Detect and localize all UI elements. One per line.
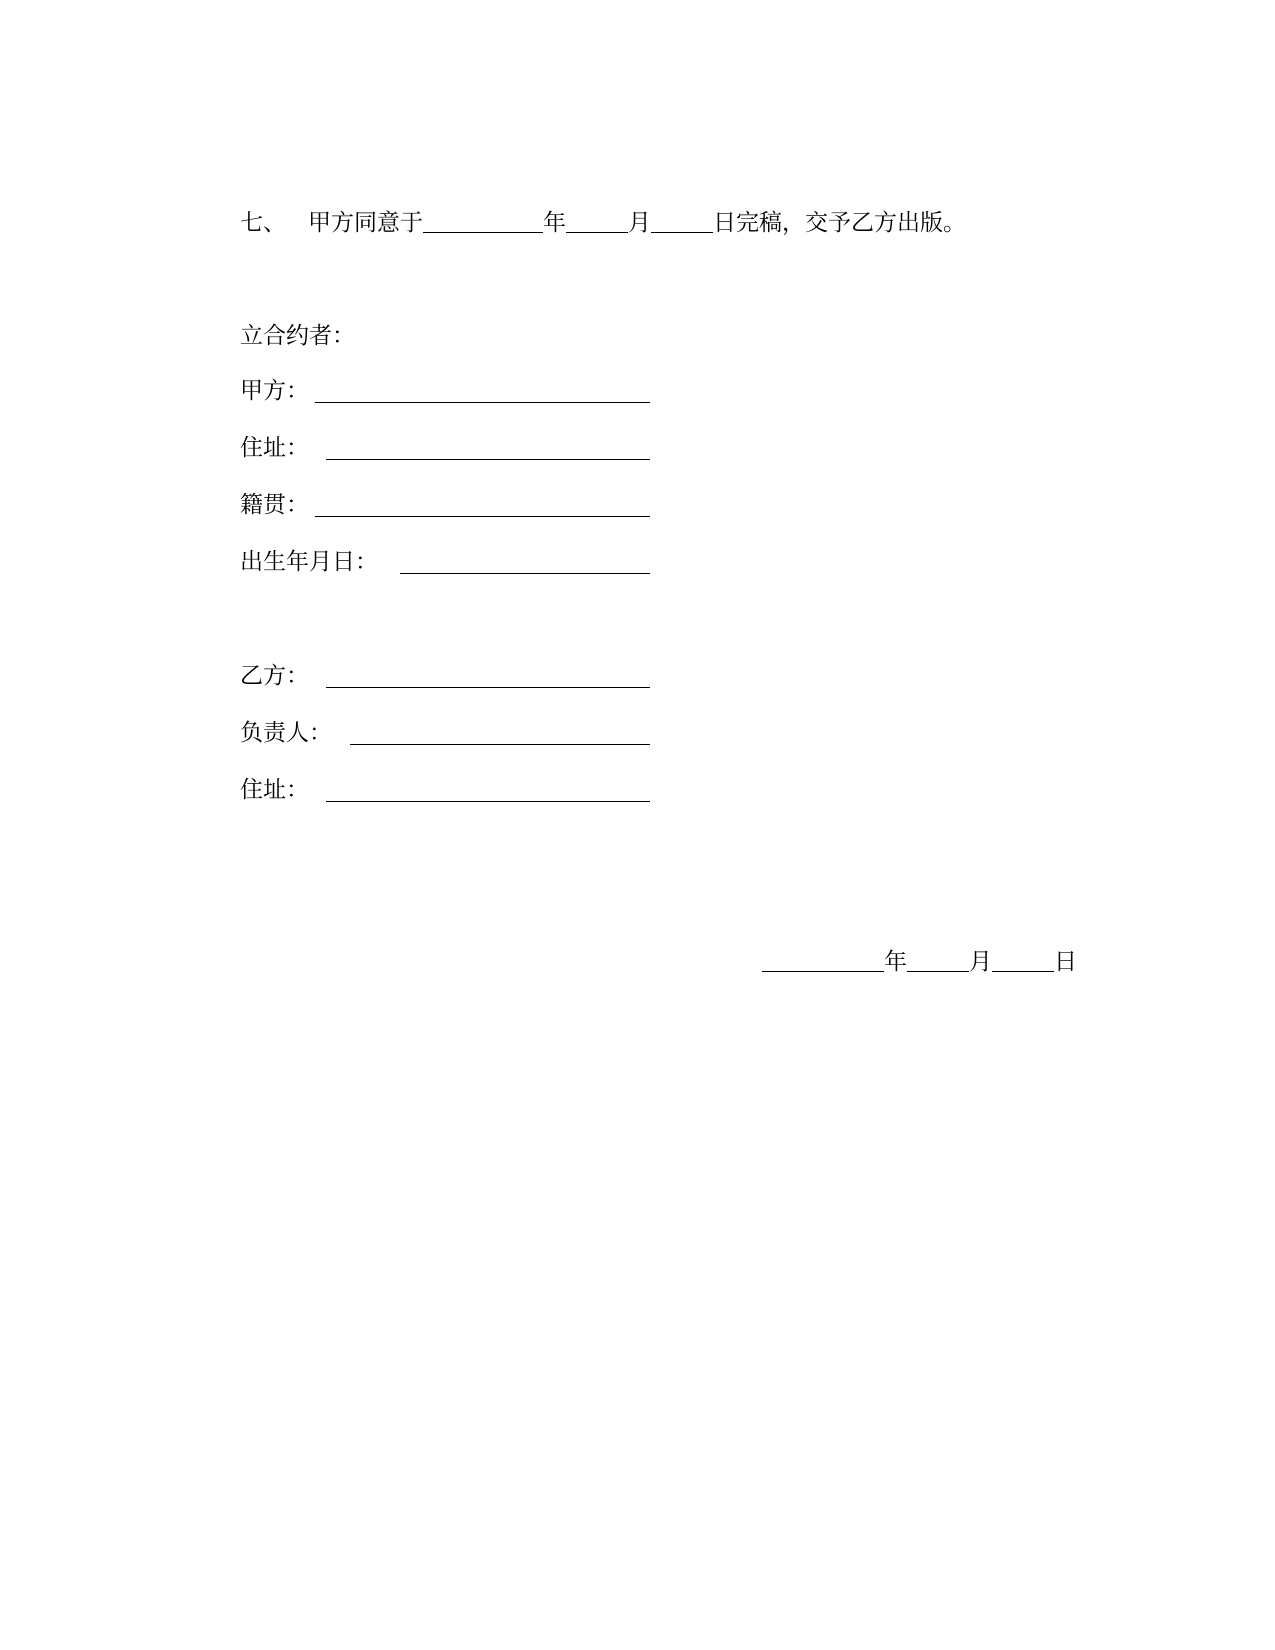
party-a-birth-blank[interactable] [400,573,650,574]
party-a-birth-label: 出生年月日： [240,549,378,575]
signing-day-label: 日 [1054,949,1077,975]
signatories-heading [240,318,355,350]
party-b-label: 乙方： [240,663,309,689]
completion-day-blank[interactable] [651,210,713,233]
party-a-origin-row [240,489,650,521]
party-b-row [240,660,650,692]
signing-year-blank[interactable] [762,949,884,972]
signing-month-blank[interactable] [907,949,969,972]
party-a-address-label: 住址： [240,435,309,461]
party-a-origin-blank[interactable] [315,516,650,517]
party-a-address-blank[interactable] [326,459,650,460]
signing-month-label: 月 [969,949,992,975]
party-b-address-label: 住址： [240,777,309,803]
clause-text-before: 甲方同意于 [308,210,423,236]
signatories-heading-text: 立合约者： [240,323,355,349]
party-b-blank[interactable] [326,687,650,688]
completion-month-blank[interactable] [566,210,628,233]
signing-date [762,944,1077,976]
signing-day-blank[interactable] [992,949,1054,972]
clause-year-label: 年 [543,210,566,236]
party-b-address-blank[interactable] [326,801,650,802]
signing-year-label: 年 [884,949,907,975]
party-b-person-blank[interactable] [350,744,650,745]
clause-day-text: 日完稿，交予乙方出版。 [713,210,966,236]
clause-month-label: 月 [628,210,651,236]
party-a-address-row [240,432,650,464]
party-a-label: 甲方： [240,378,309,404]
clause-seven [240,205,966,237]
party-a-row [240,375,650,407]
completion-year-blank[interactable] [423,210,543,233]
party-a-birth-row [240,546,650,578]
party-b-person-label: 负责人： [240,720,332,746]
party-b-person-row [240,717,650,749]
clause-number: 七、 [240,210,286,236]
party-a-blank[interactable] [315,402,650,403]
party-a-origin-label: 籍贯： [240,492,309,518]
party-b-address-row [240,774,650,806]
